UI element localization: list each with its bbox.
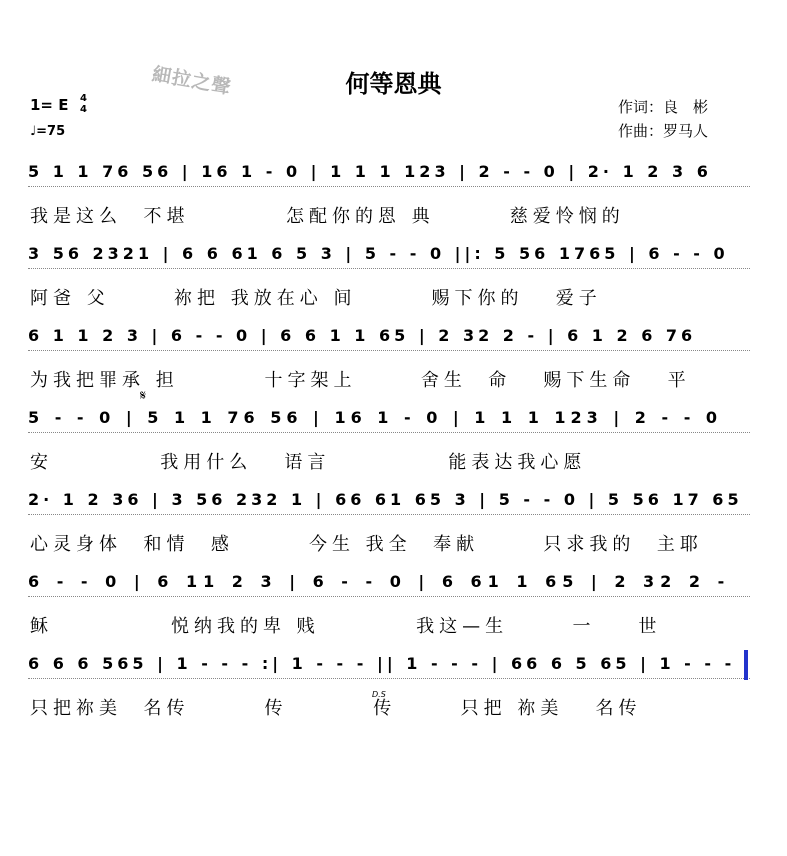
- meter-bottom: 4: [80, 104, 87, 115]
- lyricist-credit: 作词：良 彬: [618, 98, 709, 116]
- notes-line-4: 5 - - 0 | 5 1 1 76 56 | 16 1 - 0 | 1 1 1 123 | 2 - - 0: [28, 408, 723, 427]
- lyrics-line-6: 稣 悦纳我的卑 贱 我这—生 一 世: [30, 616, 662, 637]
- notation-line-3: [28, 322, 750, 351]
- lyrics-line-5: 心灵身体 和情 感 今生 我全 奉献 只求我的 主耶: [30, 534, 703, 555]
- ds-marking: D.S: [372, 690, 386, 699]
- notes-line-2: 3 56 2321 | 6 6 61 6 5 3 | 5 - - 0 ||: 5 56 1765 | 6 - - 0: [28, 244, 729, 263]
- lyrics-line-1: 我是这么 不堪 怎配你的恩 典 慈爱怜悯的: [30, 206, 625, 227]
- lyrics-line-4: 安 我用什么 语言 能表达我心愿: [30, 452, 587, 473]
- key-signature: 1= E: [30, 96, 69, 114]
- notation-line-4: [28, 404, 750, 433]
- notes-line-5: 2· 1 2 36 | 3 56 232 1 | 66 61 65 3 | 5 - - 0 | 5 56 17 65: [28, 490, 743, 509]
- notes-line-1: 5 1 1 76 56 | 16 1 - 0 | 1 1 1 123 | 2 - - 0 | 2· 1 2 3 6: [28, 162, 712, 181]
- notation-line-2: [28, 240, 750, 269]
- time-signature: [80, 93, 87, 115]
- notes-line-7: 6 6 6 565 | 1 - - - :| 1 - - - || 1 - - - | 66 6 5 65 | 1 - - -: [28, 654, 736, 673]
- notation-line-6: [28, 568, 750, 597]
- final-barline: [744, 650, 748, 680]
- segno-sign: 𝄋: [140, 388, 147, 404]
- notes-line-6: 6 - - 0 | 6 11 2 3 | 6 - - 0 | 6 61 1 65 | 2 32 2 -: [28, 572, 731, 591]
- notation-line-5: [28, 486, 750, 515]
- lyrics-line-2: 阿爸 父 祢把 我放在心 间 赐下你的 爱子: [30, 288, 602, 309]
- notation-line-1: [28, 158, 750, 187]
- lyrics-line-3: 为我把罪承 担 十字架上 舍生 命 赐下生命 平: [30, 370, 691, 391]
- watermark: 細拉之聲: [150, 63, 234, 99]
- notes-line-3: 6 1 1 2 3 | 6 - - 0 | 6 6 1 1 65 | 2 32 2 - | 6 1 2 6 76: [28, 326, 697, 345]
- notation-line-7: [28, 650, 750, 679]
- composer-credit: 作曲：罗马人: [618, 122, 709, 140]
- lyrics-line-7: 只把祢美 名传 传 传 只把 祢美 名传: [30, 698, 642, 719]
- tempo-marking: ♩=75: [30, 124, 66, 139]
- song-title: 何等恩典: [345, 69, 442, 98]
- meter-top: 4: [80, 93, 87, 104]
